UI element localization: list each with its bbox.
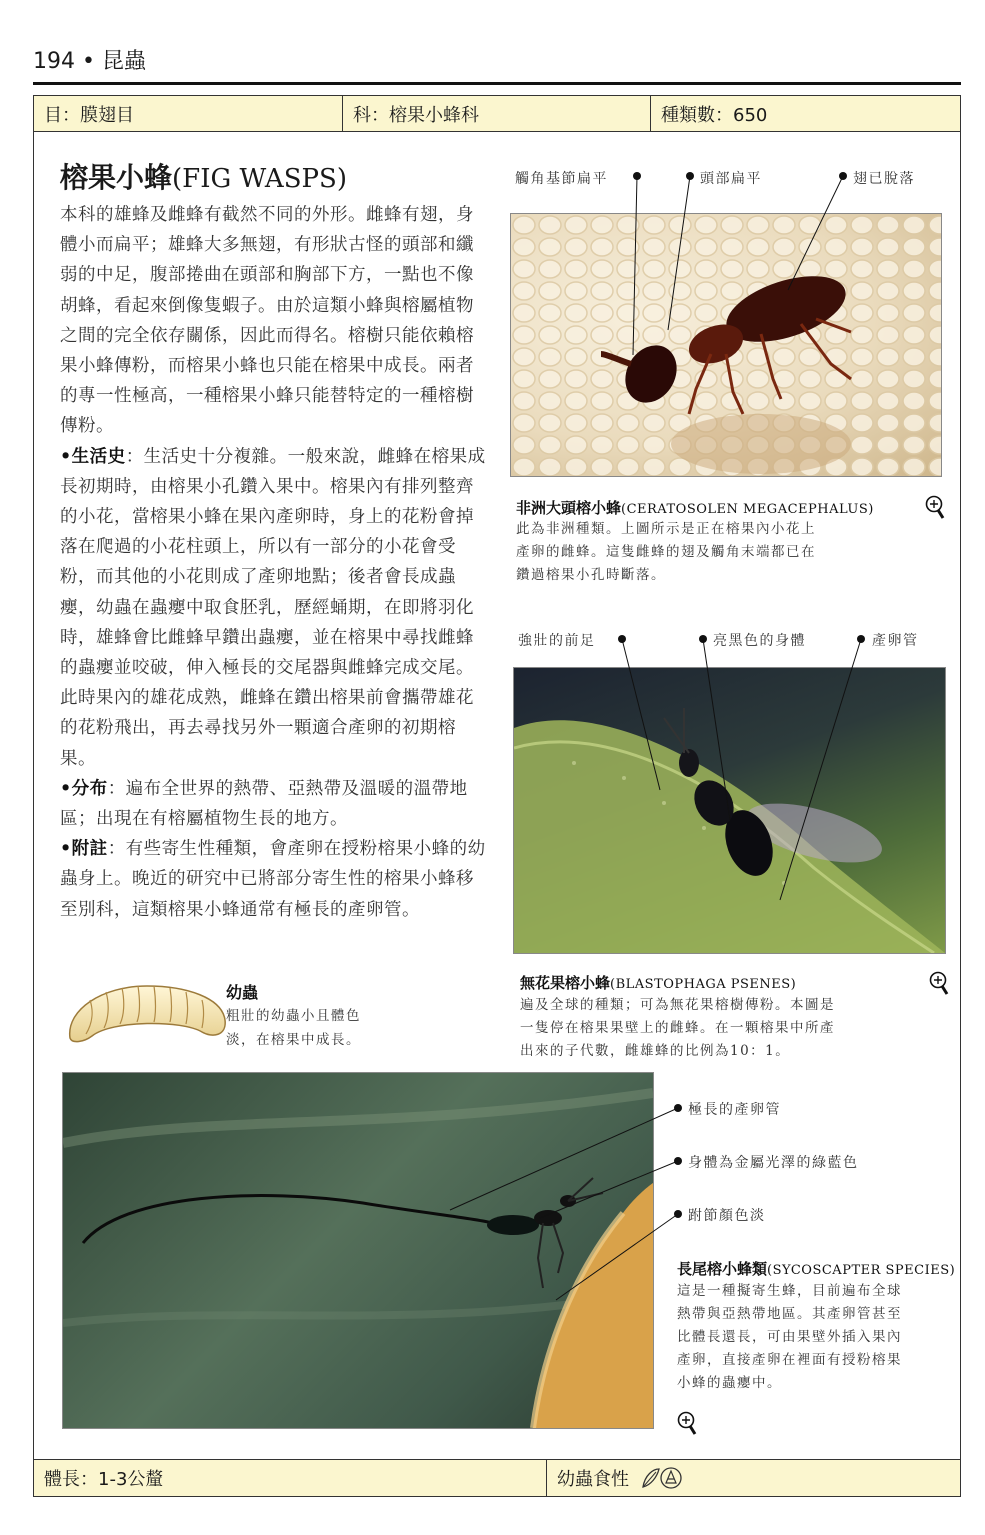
label-dot <box>674 1210 682 1218</box>
label-long-ovipositor: 極長的產卵管 <box>688 1102 781 1118</box>
life-history-paragraph: •生活史：生活史十分複雜。一般來說，雌蜂在榕果成長初期時，由榕果小孔鑽入果中。榕果內有排列整齊的小花，當榕果小蜂在果內產卵時，身上的花粉會掉落在爬過的小花柱頭上，所以有一部分的小花會受粉，而其他的小花則成了產卵地點；後者會長成蟲癭，幼蟲在蟲癭中取食胚乳，歷經蛹期，在即將羽化時，雄蜂會比雌蜂早鑽出蟲癭，並在榕果中尋找雌蜂的蟲癭並咬破，伸入極長的交尾器與雌蜂完成交尾。此時果內的雄花成熟，雌蜂在鑽出榕果前會攜帶雄花的花粉飛出，再去尋找另外一顆適合產卵的初期榕果。 <box>60 446 486 769</box>
book-section: 昆蟲 <box>101 49 146 74</box>
specimen1-name: 非洲大頭榕小蜂(CERATOSOLEN MEGACEPHALUS) <box>516 499 874 517</box>
label-shiny-black-body: 亮黑色的身體 <box>713 633 806 649</box>
notes-label: •附註 <box>60 839 108 860</box>
photo-sycoscapter <box>62 1072 654 1429</box>
plant-food-icon <box>639 1465 683 1491</box>
specimen1-description: 此為非洲種類。上圖所示是正在榕果內小花上 產卵的雌蜂。這隻雌蜂的翅及觸角末端都已在 鑽過榕果小孔時斷落。 <box>516 521 816 583</box>
specimen2-name: 無花果榕小蜂(BLASTOPHAGA PSENES) <box>520 974 797 992</box>
larval-food-label: 幼蟲食性 <box>557 1469 629 1490</box>
label-ovipositor: 產卵管 <box>872 633 919 649</box>
label-dot <box>686 172 694 180</box>
larva-description: 粗壯的幼蟲小且體色 淡，在榕果中成長。 <box>226 1008 361 1048</box>
label-dot <box>674 1157 682 1165</box>
larva-title: 幼蟲 <box>226 983 259 1002</box>
label-antenna-base: 觸角基節扁平 <box>515 171 608 187</box>
article-body <box>60 200 490 925</box>
page-header <box>33 44 146 75</box>
title-zh: 榕果小蜂 <box>60 161 173 194</box>
distribution-paragraph: •分布：遍布全世界的熱帶、亞熱帶及溫暖的溫帶地區；出現在有榕屬植物生長的地方。 <box>60 778 468 830</box>
life-history-label: •生活史 <box>60 446 126 467</box>
label-dot <box>839 172 847 180</box>
label-metallic-body: 身體為金屬光澤的綠藍色 <box>688 1155 859 1171</box>
label-dot <box>857 635 865 643</box>
label-strong-forelegs: 強壯的前足 <box>518 633 596 649</box>
photo-blastophaga <box>513 667 946 954</box>
wasp-figure-2 <box>514 668 945 953</box>
footer-bar <box>34 1459 960 1496</box>
header-rule <box>33 82 961 85</box>
wasp-figure-3 <box>63 1073 653 1428</box>
magnifier-icon <box>676 1410 702 1440</box>
distribution-label: •分布 <box>60 778 108 799</box>
family-cell: 科：榕果小蜂科 <box>342 96 650 131</box>
species-count-cell: 種類數：650 <box>650 96 960 131</box>
larval-food-cell <box>546 1460 960 1496</box>
label-dot <box>674 1104 682 1112</box>
order-cell: 目：膜翅目 <box>44 104 134 126</box>
wasp-figure-1 <box>511 214 941 476</box>
classification-bar <box>34 96 960 132</box>
magnifier-icon <box>924 494 950 524</box>
header-separator: • <box>82 49 95 74</box>
specimen3-name: 長尾榕小蜂類(SYCOSCAPTER SPECIES) <box>677 1260 956 1278</box>
label-wings-shed: 翅已脫落 <box>853 171 915 187</box>
intro-paragraph: 本科的雄蜂及雌蜂有截然不同的外形。雌蜂有翅，身體小而扁平；雄蜂大多無翅，有形狀古怪的頭部和纖弱的中足，腹部捲曲在頭部和胸部下方，一點也不像胡蜂，看起來倒像隻蝦子。由於這類小蜂與榕屬植物之間的完全依存關係，因此而得名。榕樹只能依賴榕果小蜂傳粉，而榕果小蜂也只能在榕果中成長。兩者的專一性極高，一種榕果小蜂只能替特定的一種榕樹傳粉。 <box>60 205 474 437</box>
label-dot <box>633 172 641 180</box>
label-dot <box>699 635 707 643</box>
larva-illustration <box>62 980 232 1050</box>
title-en: (FIG WASPS) <box>172 164 347 194</box>
body-length-cell: 體長：1-3公釐 <box>44 1469 164 1490</box>
article-title <box>60 156 347 196</box>
label-pale-tarsi: 跗節顏色淡 <box>688 1208 766 1224</box>
label-flat-head: 頭部扁平 <box>700 171 762 187</box>
notes-paragraph: •附註：有些寄生性種類，會產卵在授粉榕果小蜂的幼蟲身上。晚近的研究中已將部分寄生性的榕果小蜂移至別科，這類榕果小蜂通常有極長的產卵管。 <box>60 839 486 920</box>
page-number: 194 <box>33 49 75 74</box>
photo-ceratosolen <box>510 213 942 477</box>
magnifier-icon <box>928 970 954 1000</box>
specimen2-description: 遍及全球的種類；可為無花果榕樹傳粉。本圖是 一隻停在榕果果壁上的雌蜂。在一顆榕果中所產 出來的子代數，雌雄蜂的比例為10：1。 <box>520 997 835 1059</box>
specimen3-description: 這是一種擬寄生蜂，目前遍布全球 熱帶與亞熱帶地區。其產卵管甚至 比體長還長，可由果壁外插入果內 產卵，直接產卵在裡面有授粉榕果 小蜂的蟲癭中。 <box>677 1283 902 1391</box>
label-dot <box>618 635 626 643</box>
